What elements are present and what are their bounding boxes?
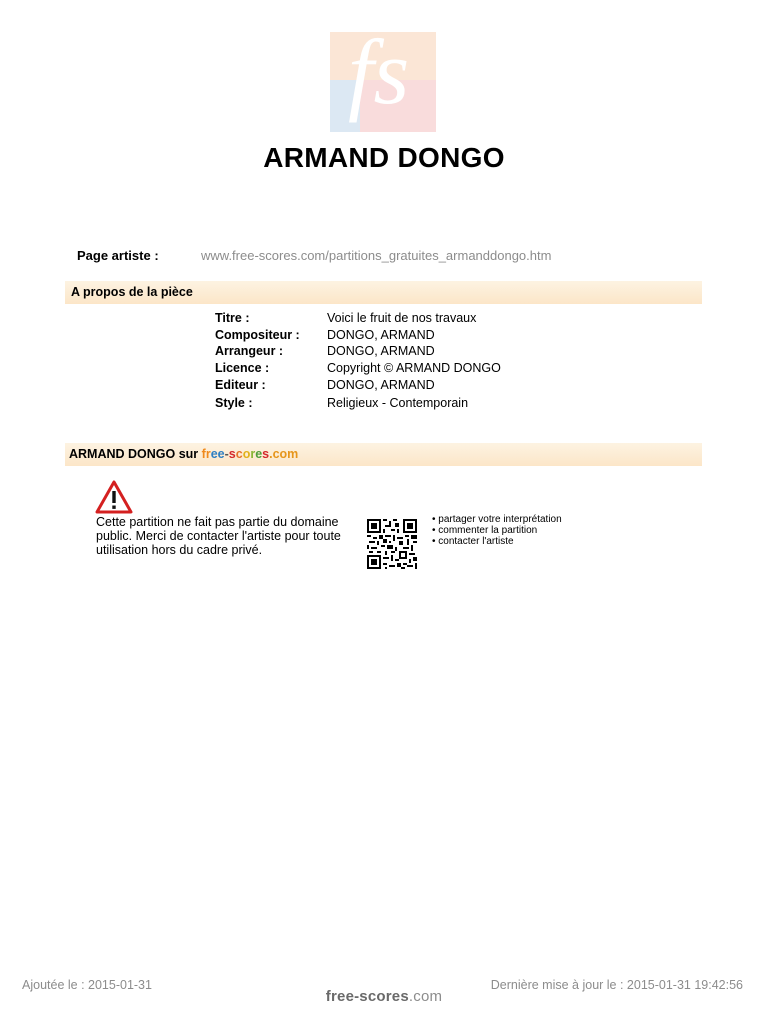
copyright-notice: Cette partition ne fait pas partie du domaine public. Merci de contacter l'artiste pour toute utilisation hors du cadre privé.	[96, 515, 341, 557]
arranger-label: Arrangeur :	[215, 344, 284, 358]
page-title: ARMAND DONGO	[263, 142, 505, 173]
style-label: Style :	[215, 396, 253, 410]
title-value: Voici le fruit de nos travaux	[327, 311, 477, 325]
footer-brand-tld: .com	[408, 988, 443, 1005]
last-updated-date: Dernière mise à jour le : 2015-01-31 19:42:56	[490, 978, 743, 992]
contact-artist-link[interactable]: • contacter l'artiste	[432, 536, 514, 547]
footer-brand-name: free-scores	[325, 988, 409, 1005]
license-value: Copyright © ARMAND DONGO	[327, 361, 501, 375]
arranger-value: DONGO, ARMAND	[327, 344, 435, 358]
qr-code-icon[interactable]	[367, 519, 417, 569]
site-brand-link[interactable]: free-scores.com	[201, 447, 299, 461]
composer-label: Compositeur :	[215, 328, 300, 342]
license-label: Licence :	[215, 361, 270, 375]
comment-score-link[interactable]: • commenter la partition	[432, 525, 538, 536]
artist-on-site-prefix: ARMAND DONGO sur	[69, 447, 202, 461]
title-label: Titre :	[215, 311, 250, 325]
publisher-value: DONGO, ARMAND	[327, 378, 435, 392]
warning-icon	[95, 480, 133, 514]
style-value: Religieux - Contemporain	[327, 396, 469, 410]
artist-page-link[interactable]: www.free-scores.com/partitions_gratuites_armanddongo.htm	[201, 248, 552, 263]
composer-value: DONGO, ARMAND	[327, 328, 435, 342]
publisher-label: Editeur :	[215, 378, 266, 392]
qr-actions-list	[432, 514, 562, 547]
footer-brand[interactable]	[0, 988, 768, 1005]
added-date: Ajoutée le : 2015-01-31	[22, 978, 152, 992]
artist-page-label: Page artiste :	[77, 248, 159, 263]
share-performance-link[interactable]: • partager votre interprétation	[432, 514, 562, 525]
about-section-header: A propos de la pièce	[65, 281, 702, 304]
logo-glyph: fs	[348, 21, 410, 123]
artist-on-site-header	[65, 443, 702, 466]
free-scores-logo	[330, 21, 436, 132]
